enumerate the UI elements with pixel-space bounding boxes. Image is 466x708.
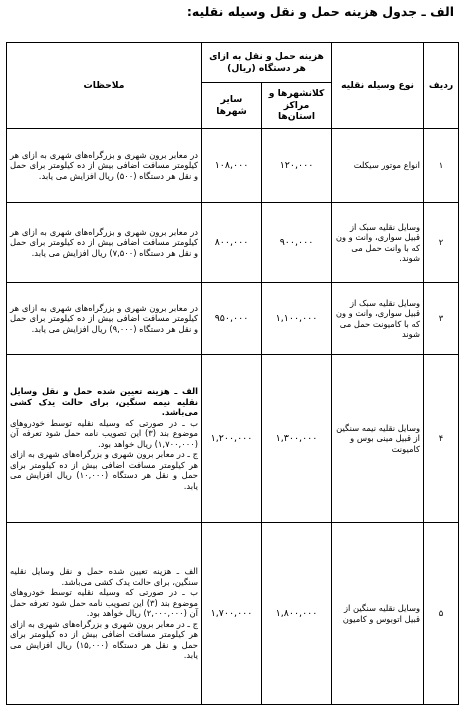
transport-cost-table xyxy=(6,42,459,705)
row-number: ۱ xyxy=(424,129,459,203)
other-cities-cost-cell: ۱,۷۰۰,۰۰۰ xyxy=(202,523,262,705)
header-other-cities: سایر شهرها xyxy=(202,83,262,129)
metro-cost-cell: ۱,۳۰۰,۰۰۰ xyxy=(262,355,332,523)
metro-cost-cell: ۹۰۰,۰۰۰ xyxy=(262,203,332,283)
other-cities-cost-cell: ۱۰۸,۰۰۰ xyxy=(202,129,262,203)
notes-cell xyxy=(7,283,202,355)
header-row-no: ردیف xyxy=(424,43,459,129)
header-cost-group: هزینه حمل و نقل به ازای هر دستگاه (ریال) xyxy=(202,43,332,83)
table-row xyxy=(7,129,459,203)
table-row xyxy=(7,283,459,355)
notes-cell xyxy=(7,355,202,523)
notes-cell xyxy=(7,129,202,203)
vehicle-type-cell: وسایل نقلیه سبک از قبیل سواری، وانت و ون که با کامیونت حمل می شوند xyxy=(332,283,424,355)
note-paragraph: ج ـ در معابر برون شهری و بزرگراه‌های شهری به ازای هر کیلومتر مسافت اضافی بیش از ده کیلومتر برای حمل و نقل هر دستگاه (۱۰,۰۰۰) ریال افزایش می یابد. xyxy=(10,449,198,491)
metro-cost-cell: ۱,۱۰۰,۰۰۰ xyxy=(262,283,332,355)
table-row xyxy=(7,355,459,523)
table-row xyxy=(7,523,459,705)
note-paragraph: ب ـ در صورتی که وسیله نقلیه توسط خودروهای موضوع بند (۳) این تصویب نامه حمل شود تعرفه حمل آن (۲,۰۰۰,۰۰۰) ریال خواهد بود. xyxy=(10,587,199,619)
page-title: الف ـ جدول هزینه حمل و نقل وسیله نقلیه: xyxy=(186,4,454,19)
header-notes: ملاحظات xyxy=(7,43,202,129)
notes-cell xyxy=(7,203,202,283)
other-cities-cost-cell: ۹۵۰,۰۰۰ xyxy=(202,283,262,355)
metro-cost-cell: ۱۲۰,۰۰۰ xyxy=(262,129,332,203)
note-paragraph: در معابر برون شهری و بزرگراه‌های شهری به ازای هر کیلومتر مسافت اضافی بیش از ده کیلومتر برای حمل و نقل هر دستگاه (۷,۵۰۰) ریال افزایش می یابد. xyxy=(10,226,198,258)
note-paragraph: الف ـ هزینه تعیین شده حمل و نقل وسایل نقلیه نیمه سنگین، برای حالت یدک کشی می‌باشد. xyxy=(10,386,198,417)
table-row xyxy=(7,203,459,283)
row-number: ۲ xyxy=(424,203,459,283)
notes-cell xyxy=(7,523,202,705)
vehicle-type-cell: وسایل نقلیه سنگین از قبیل اتوبوس و کامیون xyxy=(332,523,424,705)
vehicle-type-cell: وسایل نقلیه سبک از قبیل سواری، وانت و ون که با وانت حمل می شوند. xyxy=(332,203,424,283)
row-number: ۳ xyxy=(424,283,459,355)
vehicle-type-cell: وسایل نقلیه نیمه سنگین از قبیل مینی بوس و کامیونت xyxy=(332,355,424,523)
note-paragraph: الف ـ هزینه تعیین شده حمل و نقل وسایل نقلیه سنگین، برای حالت یدک کشی می‌باشد. xyxy=(10,566,198,587)
metro-cost-cell: ۱,۸۰۰,۰۰۰ xyxy=(262,523,332,705)
header-vehicle-type: نوع وسیله نقلیه xyxy=(332,43,424,129)
other-cities-cost-cell: ۱,۲۰۰,۰۰۰ xyxy=(202,355,262,523)
note-paragraph: ج ـ در معابر برون شهری و بزرگراه‌های شهری به ازای هر کیلومتر مسافت اضافی بیش از ده کیلومتر برای حمل و نقل هر دستگاه (۱۵,۰۰۰) ریال افزایش می یابد. xyxy=(10,618,198,661)
note-paragraph: ب ـ در صورتی که وسیله نقلیه توسط خودروهای موضوع بند (۳) این تصویب نامه حمل شود تعرفه آن (۱,۷۰۰,۰۰۰) ریال خواهد بود. xyxy=(10,417,199,449)
note-paragraph: در معابر برون شهری و بزرگراه‌های شهری به ازای هر کیلومتر مسافت اضافی بیش از ده کیلومتر برای حمل و نقل هر دستگاه (۹,۰۰۰) ریال افزایش می یابد. xyxy=(10,302,198,334)
row-number: ۵ xyxy=(424,523,459,705)
row-number: ۴ xyxy=(424,355,459,523)
header-row xyxy=(7,43,459,83)
header-metro: کلانشهرها و مراکز استان‌ها xyxy=(262,83,332,129)
note-paragraph: در معابر برون شهری و بزرگراه‌های شهری به ازای هر کیلومتر مسافت اضافی بیش از ده کیلومتر برای حمل و نقل هر دستگاه (۵۰۰) ریال افزایش می یابد. xyxy=(10,149,198,181)
other-cities-cost-cell: ۸۰۰,۰۰۰ xyxy=(202,203,262,283)
vehicle-type-cell: انواع موتور سیکلت xyxy=(332,129,424,203)
